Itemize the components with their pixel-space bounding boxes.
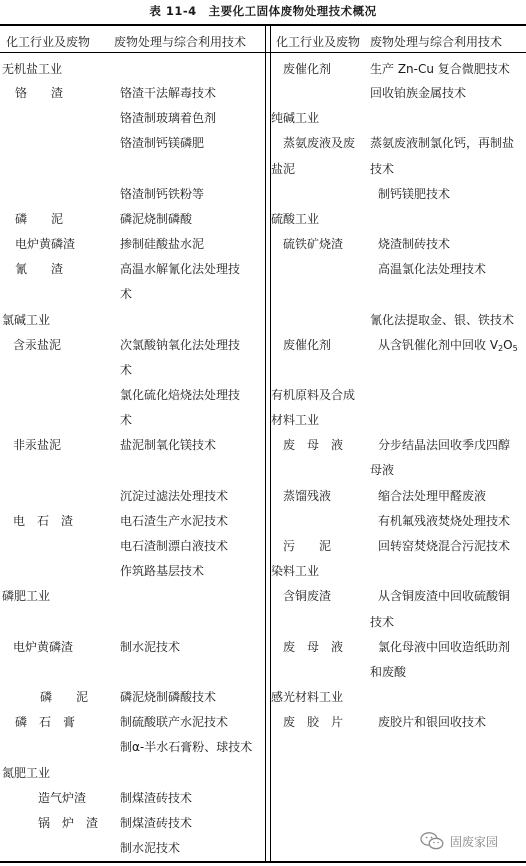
- tech-cr-4: 铬渣制钙铁粉等: [120, 187, 205, 201]
- tech-carbide-0: 沉淀过滤法处理技术: [120, 489, 229, 503]
- tech-pg-1: 制硫酸联产水泥技术: [120, 715, 229, 729]
- category-inorganic: 无机盐工业: [2, 62, 63, 76]
- tech-ml2-2: 和废酸: [370, 665, 407, 679]
- tech-wc2-sub-5: 5: [512, 344, 518, 353]
- category-dye: 染料工业: [271, 564, 320, 578]
- tech-hg-2: 术: [120, 363, 133, 377]
- tech-sludge: 回转窑焚烧混合污泥技术: [378, 539, 511, 553]
- tech-wc2: [378, 337, 518, 357]
- tech-sr-1: 缩合法处理甲醛废液: [378, 489, 487, 503]
- tech-cr-2: 铬渣制玻璃着色剂: [120, 111, 217, 125]
- tech-chlorination: 氰化法提取金、银、铁技术: [370, 313, 515, 327]
- waste-film: 废 胶 片: [283, 715, 344, 729]
- waste-mother-liquor-2: 废 母 液: [283, 640, 344, 654]
- waste-phosphogypsum: 磷 石 膏: [15, 715, 76, 729]
- tech-sr-2: 有机氟残液焚烧处理技术: [378, 514, 511, 528]
- waste-pyrite-slag: 硫铁矿烧渣: [283, 237, 344, 251]
- tech-carbide-1: 电石渣生产水泥技术: [120, 514, 229, 528]
- waste-phosphorus-mud: 磷 泥: [15, 212, 64, 226]
- tech-wc2-o: O: [503, 338, 513, 352]
- wechat-icon: [420, 832, 444, 850]
- tech-pyrite-1: 烧渣制砖技术: [378, 237, 451, 251]
- tech-carbide-3: 作筑路基层技术: [120, 564, 205, 578]
- table-title: 表 11-4 主要化工固体废物处理技术概况: [149, 4, 377, 18]
- bottom-rule: [0, 861, 526, 863]
- tech-ammonia-1: 蒸氨废液制氯化钙，再制盐: [370, 136, 515, 150]
- tech-wc-1: 生产 Zn-Cu 复合微肥技术: [370, 62, 510, 76]
- waste-furnace-phos-slag: 电炉黄磷渣: [15, 237, 76, 251]
- category-soda: 纯碱工业: [271, 111, 320, 125]
- waste-ammonia-2: 盐泥: [271, 162, 296, 176]
- tech-gasifier: 制煤渣砖技术: [120, 791, 193, 805]
- column-divider: [265, 25, 266, 862]
- tech-furnace-phos-slag-2: 制水泥技术: [120, 640, 181, 654]
- tech-phos-mud: 磷泥烧制磷酸: [120, 212, 193, 226]
- tech-nonhg: 盐泥制氧化镁技术: [120, 438, 217, 452]
- header-left-tech: 废物处理与综合利用技术: [114, 35, 247, 49]
- waste-hg-mud: 含汞盐泥: [13, 338, 62, 352]
- tech-carbide-2: 电石渣制漂白液技术: [120, 539, 229, 553]
- category-sulfuric: 硫酸工业: [271, 212, 320, 226]
- waste-catalyst-2: 废催化剂: [283, 338, 332, 352]
- tech-ml2-1: 氯化母液中回收造纸助剂: [378, 640, 511, 654]
- waste-mother-liquor: 废 母 液: [283, 438, 344, 452]
- tech-boiler-1: 制煤渣砖技术: [120, 816, 193, 830]
- tech-cu-2: 技术: [370, 615, 395, 629]
- category-phos-fert: 磷肥工业: [2, 589, 51, 603]
- waste-cu-residue: 含铜废渣: [283, 589, 332, 603]
- tech-cu-1: 从含铜废渣中回收硫酸铜: [378, 589, 511, 603]
- tech-wc2-text: 从含钒催化剂中回收 V: [378, 338, 499, 352]
- tech-cyanide-1: 高温水解氰化法处理技: [120, 262, 241, 276]
- tech-wc2-sub-2: 2: [498, 344, 504, 353]
- waste-cyanide-slag: 氰 渣: [15, 262, 64, 276]
- category-photo: 感光材料工业: [271, 690, 344, 704]
- waste-ammonia-1: 蒸氨废液及废: [283, 136, 356, 150]
- tech-pyrite-2: 高温氯化法处理技术: [378, 262, 487, 276]
- tech-hg-3: 氯化硫化焙烧法处理技: [120, 388, 241, 402]
- waste-still-residue: 蒸馏残液: [283, 489, 332, 503]
- tech-hg-1: 次氯酸钠氧化法处理技: [120, 338, 241, 352]
- waste-gasifier-slag: 造气炉渣: [38, 791, 87, 805]
- category-organic-1: 有机原料及合成: [271, 388, 356, 402]
- waste-phosphorus-mud-2: 磷 泥: [40, 690, 89, 704]
- tech-furnace-phos-slag: 掺制硅酸盐水泥: [120, 237, 205, 251]
- waste-chromium-slag: 铬 渣: [15, 86, 64, 100]
- waste-carbide-slag: 电 石 渣: [13, 514, 74, 528]
- tech-ml-2: 母液: [370, 463, 395, 477]
- watermark-text: 固废家园: [450, 834, 499, 849]
- tech-cr-3: 铬渣制钙镁磷肥: [120, 136, 205, 150]
- tech-hg-4: 术: [120, 413, 133, 427]
- tech-wc-2: 回收铂族金属技术: [370, 86, 467, 100]
- waste-nonhg-mud: 非汞盐泥: [13, 438, 62, 452]
- header-rule: [0, 52, 526, 53]
- waste-boiler-slag: 锅 炉 渣: [38, 816, 99, 830]
- tech-phos-mud-2: 磷泥烧制磷酸技术: [120, 690, 217, 704]
- tech-ammonia-3: 制钙镁肥技术: [378, 187, 451, 201]
- header-right-industry: 化工行业及废物: [276, 35, 361, 49]
- waste-catalyst: 废催化剂: [283, 62, 332, 76]
- column-divider-inner: [270, 25, 271, 862]
- top-rule: [0, 24, 526, 26]
- tech-ammonia-2: 技术: [370, 162, 395, 176]
- category-nitrogen: 氮肥工业: [2, 766, 51, 780]
- waste-furnace-phos-slag-2: 电炉黄磷渣: [13, 640, 74, 654]
- tech-boiler-2: 制水泥技术: [120, 841, 181, 855]
- tech-cyanide-2: 术: [120, 287, 133, 301]
- category-chloralkali: 氯碱工业: [2, 313, 51, 327]
- watermark: [420, 832, 498, 850]
- tech-cr-1: 铬渣干法解毒技术: [120, 86, 217, 100]
- tech-pg-2: 制α-半水石膏粉、球技术: [120, 740, 253, 754]
- header-right-tech: 废物处理与综合利用技术: [370, 35, 503, 49]
- tech-film: 废胶片和银回收技术: [378, 715, 487, 729]
- waste-sludge: 污 泥: [283, 539, 332, 553]
- category-organic-2: 材料工业: [271, 413, 320, 427]
- header-left-industry: 化工行业及废物: [6, 35, 91, 49]
- tech-ml-1: 分步结晶法回收季戊四醇: [378, 438, 511, 452]
